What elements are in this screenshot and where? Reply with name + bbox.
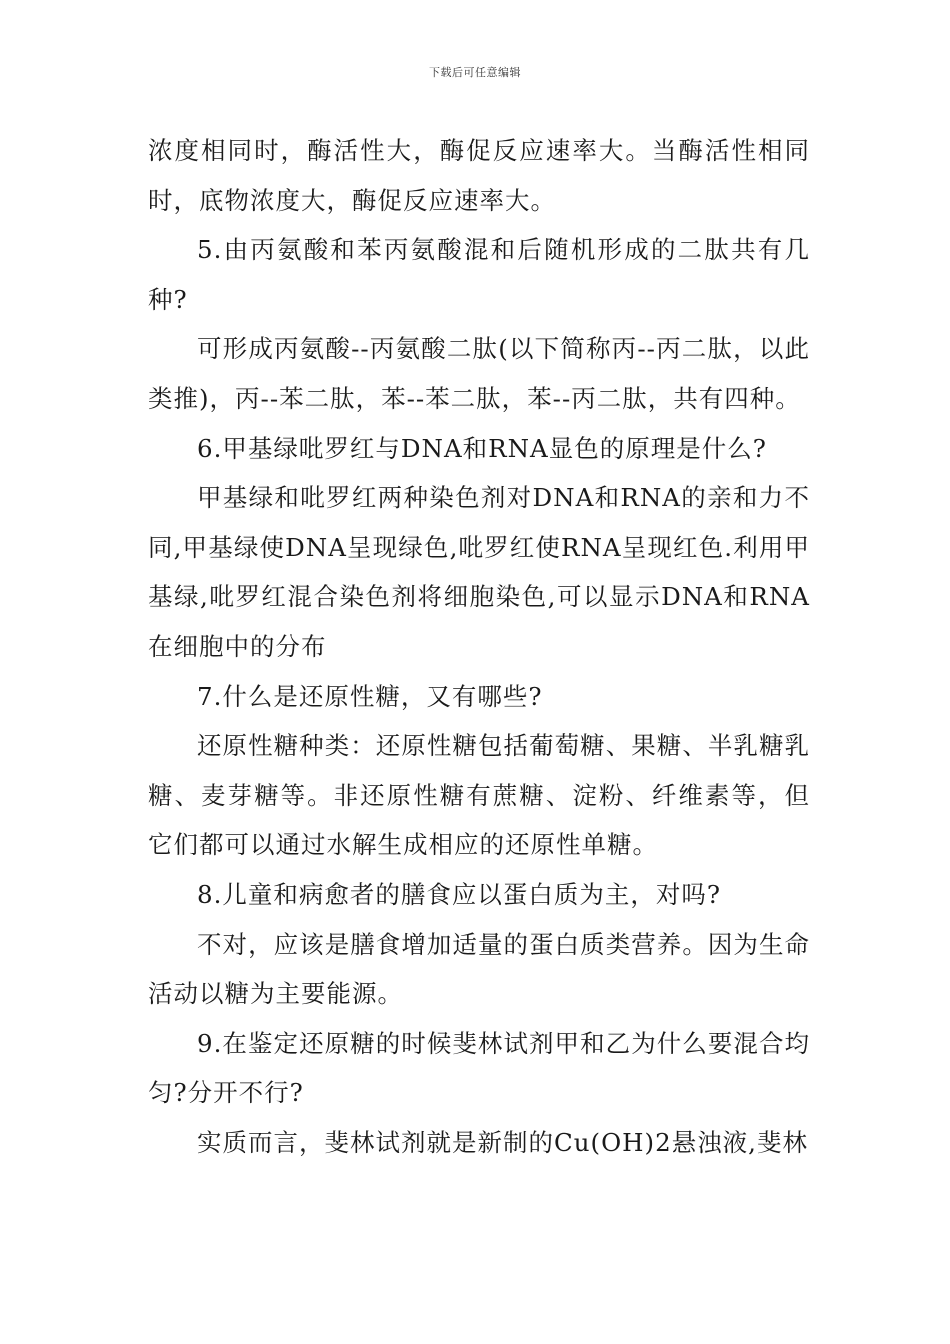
- answer-5: 可形成丙氨酸--丙氨酸二肽(以下简称丙--丙二肽，以此类推)，丙--苯二肽，苯--苯二肽，苯--丙二肽，共有四种。: [148, 334, 810, 413]
- paragraph-1: 浓度相同时，酶活性大，酶促反应速率大。当酶活性相同时，底物浓度大，酶促反应速率大。: [148, 136, 810, 215]
- answer-9: 实质而言，斐林试剂就是新制的Cu(OH)2悬浊液,斐林: [197, 1127, 808, 1157]
- document-body: [148, 126, 810, 1167]
- question-6: 6.甲基绿吡罗红与DNA和RNA显色的原理是什么?: [197, 433, 767, 463]
- answer-6: 甲基绿和吡罗红两种染色剂对DNA和RNA的亲和力不同,甲基绿使DNA呈现绿色,吡罗红使RNA呈现红色.利用甲基绿,吡罗红混合染色剂将细胞染色,可以显示DNA和RNA在细胞中的分布: [148, 483, 810, 661]
- page-header-note: 下载后可任意编辑: [429, 66, 521, 79]
- answer-7: 还原性糖种类：还原性糖包括葡萄糖、果糖、半乳糖乳糖、麦芽糖等。非还原性糖有蔗糖、淀粉、纤维素等，但它们都可以通过水解生成相应的还原性单糖。: [148, 731, 810, 860]
- question-8: 8.儿童和病愈者的膳食应以蛋白质为主，对吗?: [197, 879, 722, 909]
- question-7: 7.什么是还原性糖，又有哪些?: [197, 681, 543, 711]
- answer-8: 不对，应该是膳食增加适量的蛋白质类营养。因为生命活动以糖为主要能源。: [148, 929, 810, 1009]
- question-9: 9.在鉴定还原糖的时候斐林试剂甲和乙为什么要混合均匀?分开不行?: [148, 1028, 810, 1108]
- question-5: 5.由丙氨酸和苯丙氨酸混和后随机形成的二肽共有几种?: [148, 235, 810, 314]
